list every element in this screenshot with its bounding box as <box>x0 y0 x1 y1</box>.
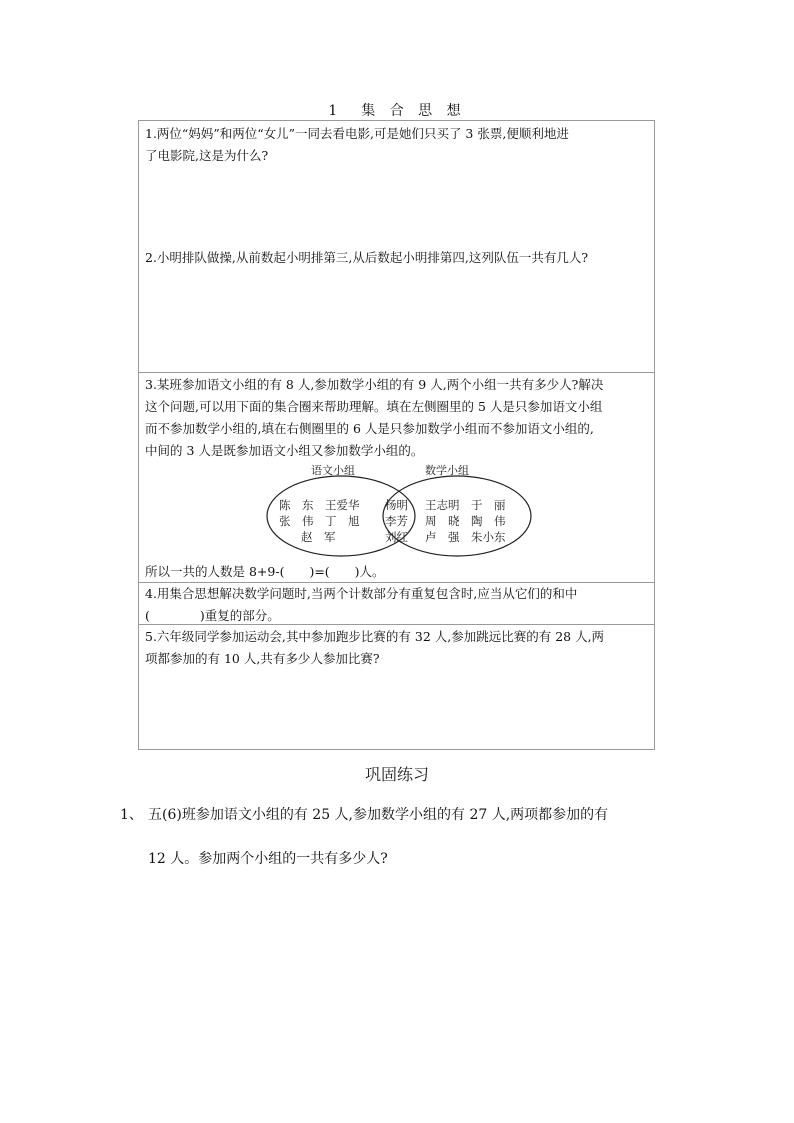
middle-name-1: 杨明 <box>385 498 408 512</box>
question-box-3 <box>138 372 655 582</box>
question-2: 2.小明排队做操,从前数起小明排第三,从后数起小明排第四,这列队伍一共有几人? <box>145 250 589 265</box>
chinese-group-label: 语文小组 <box>311 464 355 477</box>
page-title: 1 集 合 思 想 <box>328 103 466 119</box>
question-3-line-4: 中间的 3 人是既参加语文小组又参加数学小组的。 <box>145 443 424 458</box>
exercise-1-line-2: 12 人。参加两个小组的一共有多少人? <box>148 851 388 867</box>
math-group-label: 数学小组 <box>425 464 469 477</box>
question-5-line-2: 项都参加的有 10 人,共有多少人参加比赛? <box>145 651 380 666</box>
middle-name-2: 李芳 <box>385 514 408 528</box>
question-1-line-1: 1.两位“妈妈”和两位“女儿”一同去看电影,可是她们只买了 3 张票,便顺利地进 <box>145 126 569 141</box>
question-1-line-2: 了电影院,这是为什么? <box>145 148 269 163</box>
question-4-line-2: ( )重复的部分。 <box>145 608 280 623</box>
question-5-line-1: 5.六年级同学参加运动会,其中参加跑步比赛的有 32 人,参加跳远比赛的有 28 人,两 <box>145 629 605 644</box>
question-box-4 <box>138 582 655 624</box>
question-3-line-2: 这个问题,可以用下面的集合圈来帮助理解。填在左侧圈里的 5 人是只参加语文小组 <box>145 399 603 414</box>
question-box-1-2 <box>138 120 655 372</box>
question-3-text <box>145 374 648 462</box>
venn-diagram <box>265 459 535 567</box>
question-box-5 <box>138 624 655 750</box>
left-names-row-3: 赵 军 <box>301 530 336 544</box>
right-names-row-3: 卢 强 朱小东 <box>425 530 506 544</box>
left-names-row-2: 张 伟 丁 旭 <box>279 514 360 528</box>
question-5 <box>145 626 648 670</box>
question-3-answer: 所以一共的人数是 8+9-( )=( )人。 <box>145 564 385 579</box>
right-names-row-2: 周 晓 陶 伟 <box>425 514 506 528</box>
question-4-line-1: 4.用集合思想解决数学问题时,当两个计数部分有重复包含时,应当从它们的和中 <box>145 586 578 601</box>
question-1 <box>145 123 648 167</box>
question-4 <box>145 583 648 627</box>
exercise-1-line-1: 五(6)班参加语文小组的有 25 人,参加数学小组的有 27 人,两项都参加的有 <box>148 807 609 823</box>
question-3-line-1: 3.某班参加语文小组的有 8 人,参加数学小组的有 9 人,两个小组一共有多少人?解决 <box>145 377 604 392</box>
exercise-1-number: 1、 <box>120 807 143 823</box>
middle-name-3: 刘红 <box>385 530 408 544</box>
left-names-row-1: 陈 东 王爱华 <box>279 498 360 512</box>
right-names-row-1: 王志明 于 丽 <box>425 498 506 512</box>
practice-title: 巩固练习 <box>364 765 429 784</box>
question-3-line-3: 而不参加数学小组的,填在右侧圈里的 6 人是只参加数学小组而不参加语文小组的, <box>145 421 594 436</box>
